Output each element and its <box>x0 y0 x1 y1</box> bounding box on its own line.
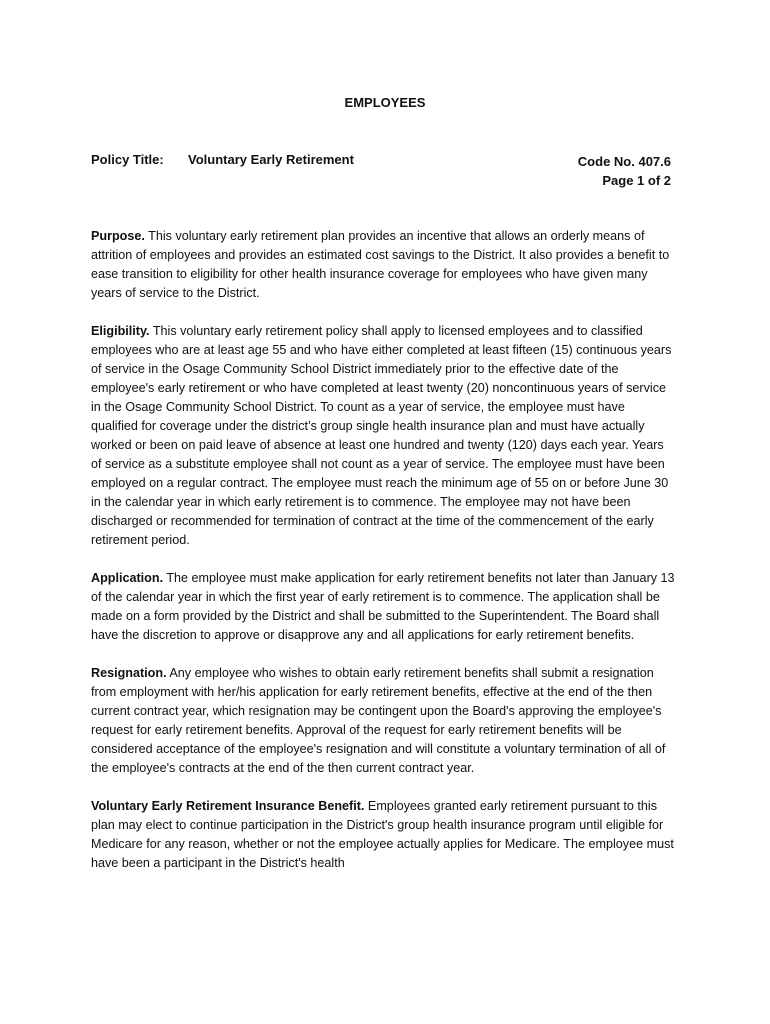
code-block <box>578 152 671 190</box>
resignation-paragraph <box>91 664 675 778</box>
paragraph-label: Purpose. <box>91 229 145 243</box>
paragraph-text: Any employee who wishes to obtain early retirement benefits shall submit a resignation from employment with her/his application for early retirement benefits, effective at the end of the then current contract year, which resignation may be contingent upon the Board's approving the employee's request for early retirement benefits. Approval of the request for early retirement benefits will be considered acceptance of the employee's resignation and will constitute a voluntary termination of all of the employee's contracts at the end of the then current contract year. <box>91 666 666 775</box>
policy-body <box>91 227 675 892</box>
paragraph-label: Application. <box>91 571 164 585</box>
paragraph-label: Eligibility. <box>91 324 150 338</box>
application-paragraph <box>91 569 675 645</box>
eligibility-paragraph <box>91 322 675 550</box>
purpose-paragraph <box>91 227 675 303</box>
paragraph-text: This voluntary early retirement policy shall apply to licensed employees and to classified employees who are at least age 55 and who have either completed at least fifteen (15) continuous years of service in the Osage Community School District immediately prior to the effective date of the employee's early retirement or who have completed at least twenty (20) noncontinuous years of service in the Osage Community School District. To count as a year of service, the employee must have qualified for coverage under the district’s group single health insurance plan and must have actually worked or been on paid leave of absence at least one hundred and twenty (120) days each year. Years of service as a substitute employee shall not count as a year of service. The employee must have been employed on a regular contract. The employee must reach the minimum age of 55 on or before June 30 in the calendar year in which early retirement is to commence. The employee may not have been discharged or recommended for termination of contract at the time of the commencement of the early retirement period. <box>91 324 672 547</box>
paragraph-label: Resignation. <box>91 666 167 680</box>
section-heading: EMPLOYEES <box>344 95 426 110</box>
paragraph-text: The employee must make application for early retirement benefits not later than January 13 of the calendar year in which the first year of early retirement is to commence. The application shall be made on a form provided by the District and shall be submitted to the Superintendent. The Board shall have the discretion to approve or disapprove any and all applications for early retirement benefits. <box>91 571 675 642</box>
policy-title-label: Policy Title: <box>91 152 164 167</box>
insurance-benefit-paragraph <box>91 797 675 873</box>
page-number: Page 1 of 2 <box>602 173 671 188</box>
paragraph-text: This voluntary early retirement plan provides an incentive that allows an orderly means of attrition of employees and provides an estimated cost savings to the District. It also provides a benefit to ease transition to eligibility for other health insurance coverage for employees who have given many years of service to the District. <box>91 229 670 300</box>
paragraph-label: Voluntary Early Retirement Insurance Benefit. <box>91 799 365 813</box>
policy-title-value: Voluntary Early Retirement <box>188 152 354 167</box>
code-number: Code No. 407.6 <box>577 154 671 169</box>
paragraph-text: Employees granted early retirement pursuant to this plan may elect to continue participation in the District's group health insurance program until eligible for Medicare for any reason, whether or not the employee actually applies for Medicare. The employee must have been a participant in the District's health <box>91 799 674 870</box>
